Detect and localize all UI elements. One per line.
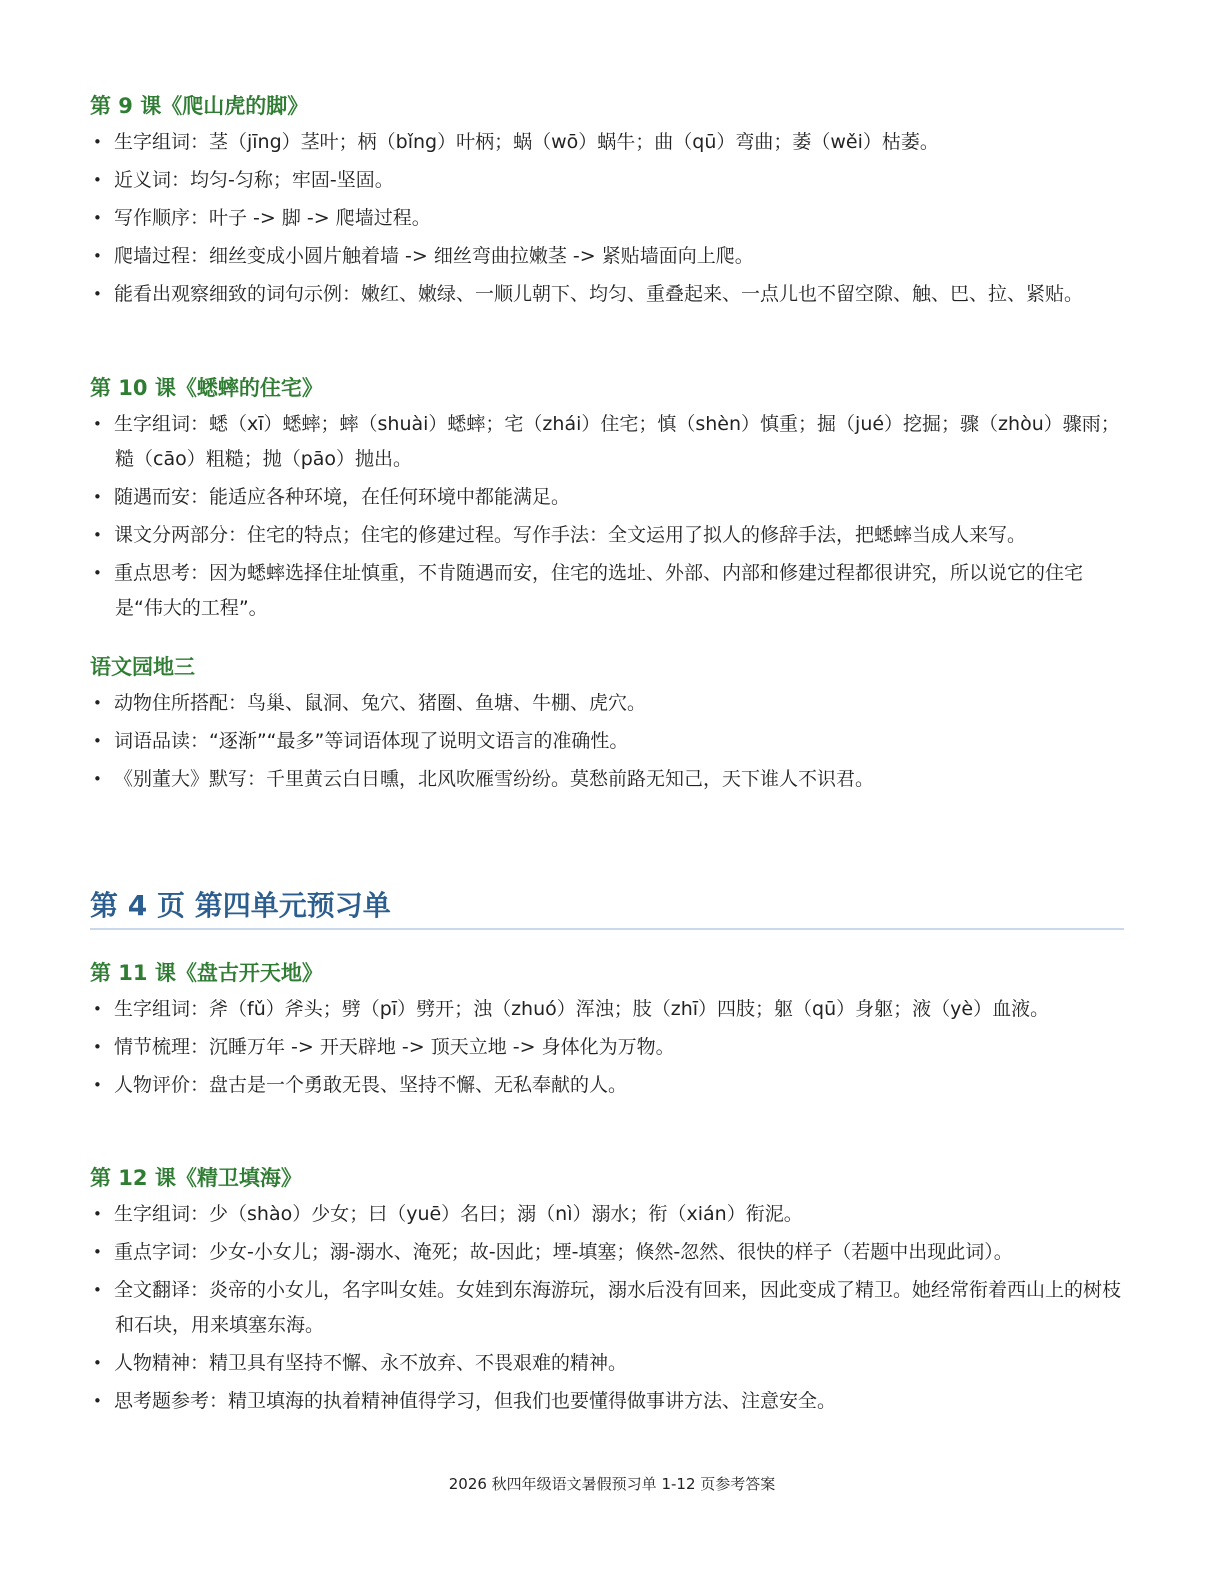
list-item: • 生字组词：蟋（xī）蟋蟀；蟀（shuài）蟋蟀；宅（zhái）住宅；慎（shèn）慎重；掘（jué）挖掘；骤（zhòu）骤雨；糙（cāo）粗糙；抛（pāo）抛出。: [90, 407, 1124, 477]
lesson-title: 第 12 课《精卫填海》: [90, 1166, 302, 1190]
lesson-title: 第 10 课《蟋蟀的住宅》: [90, 376, 323, 400]
lesson-items: [90, 1197, 1124, 1419]
list-item: • 思考题参考：精卫填海的执着精神值得学习，但我们也要懂得做事讲方法、注意安全。: [90, 1384, 1124, 1419]
lesson-12-section: [90, 1163, 1124, 1422]
list-item: • 生字组词：茎（jīng）茎叶；柄（bǐng）叶柄；蜗（wō）蜗牛；曲（qū）弯曲；萎（wěi）枯萎。: [90, 125, 1124, 160]
list-item: • 词语品读：“逐渐”“最多”等词语体现了说明文语言的准确性。: [90, 724, 1124, 759]
list-item: • 重点字词：少女-小女儿；溺-溺水、淹死；故-因此；堙-填塞；倏然-忽然、很快的样子（若题中出现此词）。: [90, 1235, 1124, 1270]
lesson-items: [90, 686, 1124, 797]
list-item: • 动物住所搭配：鸟巢、鼠洞、兔穴、猪圈、鱼塘、牛棚、虎穴。: [90, 686, 1124, 721]
page-footer: 2026 秋四年级语文暑假预习单 1-12 页参考答案: [448, 1475, 776, 1493]
list-item: • 人物评价：盘古是一个勇敢无畏、坚持不懈、无私奉献的人。: [90, 1068, 1124, 1103]
list-item: • 全文翻译：炎帝的小女儿，名字叫女娃。女娃到东海游玩，溺水后没有回来，因此变成了精卫。她经常衔着西山上的树枝和石块，用来填塞东海。: [90, 1273, 1124, 1343]
lesson-10-section: [90, 373, 1124, 629]
list-item: • 情节梳理：沉睡万年 -> 开天辟地 -> 顶天立地 -> 身体化为万物。: [90, 1030, 1124, 1065]
list-item: • 人物精神：精卫具有坚持不懈、永不放弃、不畏艰难的精神。: [90, 1346, 1124, 1381]
lesson-9-section: [90, 91, 1124, 315]
lesson-title: 第 9 课《爬山虎的脚》: [90, 94, 309, 118]
lesson-title: 第 11 课《盘古开天地》: [90, 961, 323, 985]
list-item: • 近义词：均匀-匀称；牢固-坚固。: [90, 163, 1124, 198]
list-item: • 随遇而安：能适应各种环境，在任何环境中都能满足。: [90, 480, 1124, 515]
list-item: • 重点思考：因为蟋蟀选择住址慎重，不肯随遇而安，住宅的选址、外部、内部和修建过程都很讲究，所以说它的住宅是“伟大的工程”。: [90, 556, 1124, 626]
lesson-items: [90, 992, 1124, 1103]
lesson-items: [90, 125, 1124, 312]
list-item: • 能看出观察细致的词句示例：嫩红、嫩绿、一顺儿朝下、均匀、重叠起来、一点儿也不留空隙、触、巴、拉、紧贴。: [90, 277, 1124, 312]
list-item: • 生字组词：斧（fǔ）斧头；劈（pī）劈开；浊（zhuó）浑浊；肢（zhī）四肢；躯（qū）身躯；液（yè）血液。: [90, 992, 1124, 1027]
chinese-garden-3-section: [90, 652, 1124, 800]
list-item: • 生字组词：少（shào）少女；曰（yuē）名曰；溺（nì）溺水；衔（xián）衔泥。: [90, 1197, 1124, 1232]
list-item: • 写作顺序：叶子 -> 脚 -> 爬墙过程。: [90, 201, 1124, 236]
lesson-items: [90, 407, 1124, 626]
page-heading: 第 4 页 第四单元预习单: [90, 886, 1124, 930]
lesson-11-section: [90, 958, 1124, 1106]
list-item: • 爬墙过程：细丝变成小圆片触着墙 -> 细丝弯曲拉嫩茎 -> 紧贴墙面向上爬。: [90, 239, 1124, 274]
list-item: • 课文分两部分：住宅的特点；住宅的修建过程。写作手法：全文运用了拟人的修辞手法，把蟋蟀当成人来写。: [90, 518, 1124, 553]
list-item: • 《别董大》默写：千里黄云白日曛，北风吹雁雪纷纷。莫愁前路无知己，天下谁人不识君。: [90, 762, 1124, 797]
lesson-title: 语文园地三: [90, 655, 195, 679]
